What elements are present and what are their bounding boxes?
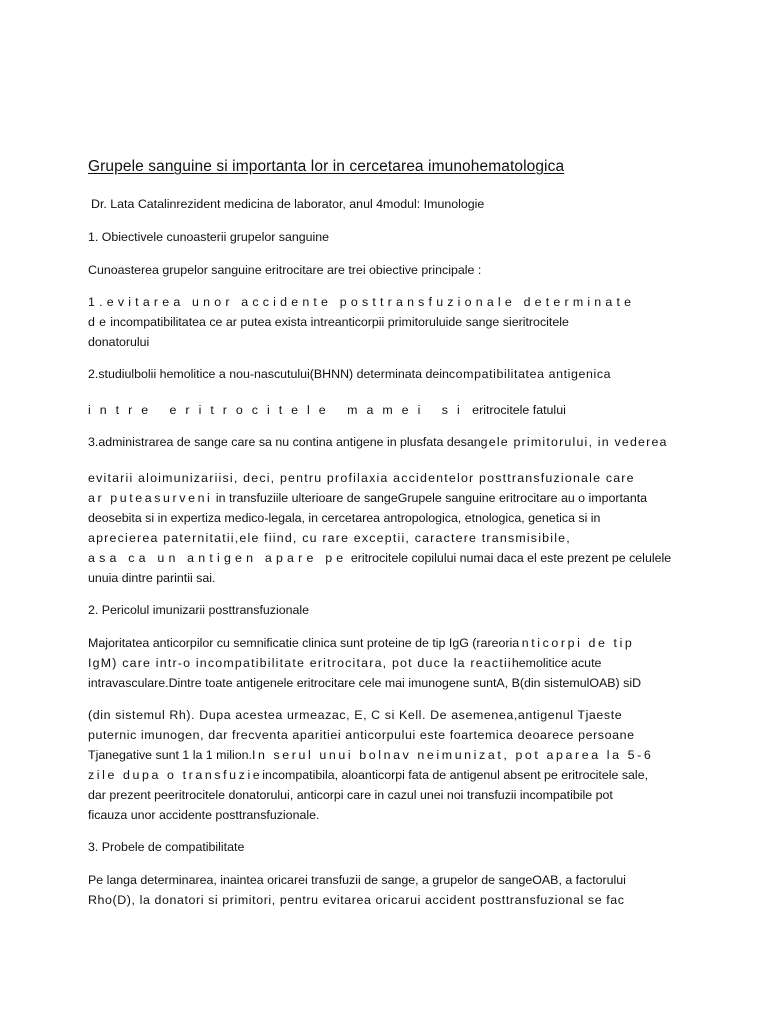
objective-3-line-3b: in transfuziile ulterioare de sangeGrupele sanguine eritrocitare au o importanta bbox=[215, 491, 648, 505]
objective-2-line-1b: compatibilitatea antigenica bbox=[448, 367, 612, 381]
immunization-line-7a: zile dupa o transfuzie bbox=[88, 768, 263, 782]
objective-3-line-5: aprecierea paternitatii,ele fiind, cu rare exceptii, caractere transmisibile, bbox=[88, 531, 571, 545]
immunization-line-7b: incompatibila, aloanticorpi fata de antigenul absent pe eritrocitele sale, bbox=[262, 768, 649, 782]
objective-3-line-1a: 3.administrarea de sange care sa nu contina antigene in plusfata desan bbox=[88, 435, 481, 449]
immunization-line-8: dar prezent peeritrocitele donatorului, anticorpi care in cazul unei noi transfuzii incompatibile pot bbox=[88, 788, 613, 802]
objective-2-line-1 bbox=[88, 364, 688, 384]
document-title: Grupele sanguine si importanta lor in cercetarea imunohematologica bbox=[88, 158, 565, 175]
immunization-line-4: (din sistemul Rh). Dupa acestea urmeazac, E, C si Kell. De asemenea,antigenul Tjaeste bbox=[88, 708, 623, 722]
objective-1-line-2b: incompatibilitatea ce ar putea exista intreanticorpii primitoruluide sange sieritrocitele bbox=[110, 315, 569, 329]
objective-3-line-4: deosebita si in expertiza medico-legala, in cercetarea antropologica, etnologica, genetica si in bbox=[88, 511, 601, 525]
immunization-line-6a: Tjanegative sunt 1 la 1 milion. bbox=[88, 748, 252, 762]
objective-3-line-1b: gele primitorului, in vederea bbox=[480, 435, 668, 449]
objective-2-line-2 bbox=[88, 400, 688, 420]
objective-3-line-7: unuia dintre parintii sai. bbox=[88, 571, 216, 585]
objective-3-line-1 bbox=[88, 432, 688, 452]
author-line: Dr. Lata Catalinrezident medicina de laborator, anul 4modul: Imunologie bbox=[91, 197, 485, 211]
immunization-line-1b: anticorpi de tip bbox=[512, 636, 635, 650]
objective-2-line-1a: 2.studiulbolii hemolitice a nou-nascutului(BHNN) determinata dein bbox=[88, 367, 449, 381]
objective-1-paragraph bbox=[88, 292, 688, 352]
objective-3-line-2: evitarii aloimunizariisi, deci, pentru profilaxia accidentelor posttransfuzionale care bbox=[88, 471, 635, 485]
objective-3-paragraph bbox=[88, 468, 688, 588]
immunization-line-3: intravasculare.Dintre toate antigenele eritrocitare cele mai imunogene suntA, B(din sistemulOAB) siD bbox=[88, 676, 642, 690]
immunization-line-2b: hemolitice acute bbox=[511, 656, 602, 670]
immunization-line-6b: In serul unui bolnav neimunizat, pot aparea la 5-6 bbox=[251, 748, 654, 762]
immunization-paragraph-1 bbox=[88, 633, 688, 693]
compatibility-line-2: Rho(D), la donatori si primitori, pentru evitarea oricarui accident posttransfuzional se fac bbox=[88, 893, 625, 907]
immunization-line-9: ficauza unor accidente posttransfuzionale. bbox=[88, 808, 320, 822]
objective-1-line-1: 1.evitarea unor accidente posttransfuzionale determinate bbox=[88, 295, 636, 309]
objectives-intro: Cunoasterea grupelor sanguine eritrocitare are trei obiective principale : bbox=[88, 263, 482, 277]
objective-1-line-3: donatorului bbox=[88, 335, 150, 349]
compatibility-line-1: Pe langa determinarea, inaintea oricarei transfuzii de sange, a grupelor de sangeOAB, a factorului bbox=[88, 873, 626, 887]
compatibility-paragraph bbox=[88, 870, 688, 910]
immunization-paragraph-2 bbox=[88, 705, 688, 825]
immunization-line-5: puternic imunogen, dar frecventa aparitiei anticorpului este foartemica deoarece persoane bbox=[88, 728, 635, 742]
immunization-line-1a: Majoritatea anticorpilor cu semnificatie clinica sunt proteine de tip IgG (rareori bbox=[88, 636, 513, 650]
objective-3-line-3a: ar puteasurveni bbox=[88, 491, 213, 505]
objective-3-line-6a: asa ca un antigen apare pe bbox=[88, 551, 348, 565]
section-heading-objectives: 1. Obiectivele cunoasterii grupelor sanguine bbox=[88, 230, 330, 244]
objective-2-line-2a: intre eritrocitele mamei si bbox=[88, 403, 469, 417]
document-page bbox=[88, 158, 688, 922]
immunization-line-2a: IgM) care intr-o incompatibilitate eritrocitara, pot duce la reactii bbox=[88, 656, 512, 670]
section-heading-compatibility: 3. Probele de compatibilitate bbox=[88, 840, 245, 854]
objective-1-line-2a: de bbox=[88, 315, 111, 329]
section-heading-immunization: 2. Pericolul imunizarii posttransfuzionale bbox=[88, 603, 310, 617]
objective-3-line-6b: eritrocitele copilului numai daca el este prezent pe celulele bbox=[350, 551, 672, 565]
objective-2-line-2b: eritrocitele fatului bbox=[472, 403, 566, 417]
